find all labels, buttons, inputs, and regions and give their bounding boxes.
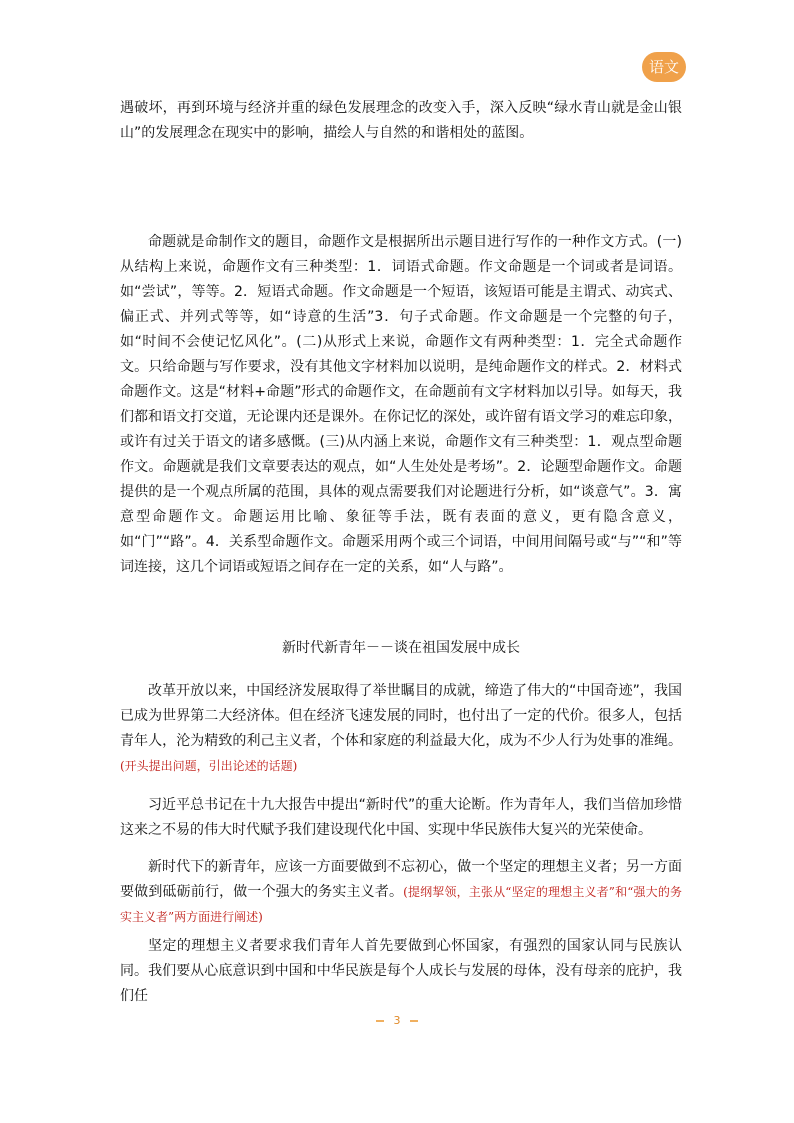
annotation-2: (提纲挈领，主张从“坚定的理想主义者”和“强大的务实主义者”两方面进行阐述) [120, 885, 682, 924]
essay-paragraph-4: 坚定的理想主义者要求我们青年人首先要做到心怀国家，有强烈的国家认同与民族认同。我们要从心底意识到中国和中华民族是每个人成长与发展的母体，没有母亲的庇护，我们任 [120, 938, 682, 1004]
essay-paragraph-2: 习近平总书记在十九大报告中提出“新时代”的重大论断。作为青年人，我们当倍加珍惜这来之不易的伟大时代赋予我们建设现代化中国、实现中华民族伟大复兴的光荣使命。 [120, 797, 682, 838]
essay-paragraph-1-text: 改革开放以来，中国经济发展取得了举世瞩目的成就，缔造了伟大的“中国奇迹”，我国已成为世界第二大经济体。但在经济飞速发展的同时，也付出了一定的代价。很多人，包括青年人，沦为精致的利己主义者，个体和家庭的利益最大化，成为不少人行为处事的准绳。 [120, 683, 682, 749]
essay-paragraph-3-text: 新时代下的新青年，应该一方面要做到不忘初心，做一个坚定的理想主义者；另一方面要做到砥砺前行，做一个强大的务实主义者。 [120, 859, 682, 900]
essay-paragraph-3 [120, 855, 682, 930]
annotation-1: (开头提出问题，引出论述的话题) [120, 759, 298, 773]
essay-title: 新时代新青年－－谈在祖国发展中成长 [282, 640, 520, 656]
intro-paragraph: 遇破坏，再到环境与经济并重的绿色发展理念的改变入手，深入反映“绿水青山就是金山银山”的发展理念在现实中的影响，描绘人与自然的和谐相处的蓝图。 [120, 100, 682, 141]
subject-badge: 语文 [642, 52, 686, 82]
page-number: 3 [386, 1014, 408, 1028]
essay-paragraph-1 [120, 679, 682, 779]
definition-paragraph: 命题就是命制作文的题目，命题作文是根据所出示题目进行写作的一种作文方式。(一)从结构上来说，命题作文有三种类型：1．词语式命题。作文命题是一个词或者是词语。如“尝试”，等等。2．短语式命题。作文命题是一个短语，该短语可能是主谓式、动宾式、偏正式、并列式等等，如“诗意的生活”3．句子式命题。作文命题是一个完整的句子，如“时间不会使记忆风化”。(二)从形式上来说，命题作文有两种类型：1．完全式命题作文。只给命题与写作要求，没有其他文字材料加以说明，是纯命题作文的样式。2．材料式命题作文。这是“材料+命题”形式的命题作文，在命题前有文字材料加以引导。如每天，我们都和语文打交道，无论课内还是课外。在你记忆的深处，或许留有语文学习的难忘印象，或许有过关于语文的诸多感慨。(三)从内涵上来说，命题作文有三种类型：1．观点型命题作文。命题就是我们文章要表达的观点，如“人生处处是考场”。2．论题型命题作文。命题提供的是一个观点所属的范围，具体的观点需要我们对论题进行分析，如“谈意气”。3．寓意型命题作文。命题运用比喻、象征等手法，既有表面的意义，更有隐含意义，如“门”“路”。4．关系型命题作文。命题采用两个或三个词语，中间用间隔号或“与”“和”等词连接，这几个词语或短语之间存在一定的关系，如“人与路”。 [120, 234, 682, 575]
